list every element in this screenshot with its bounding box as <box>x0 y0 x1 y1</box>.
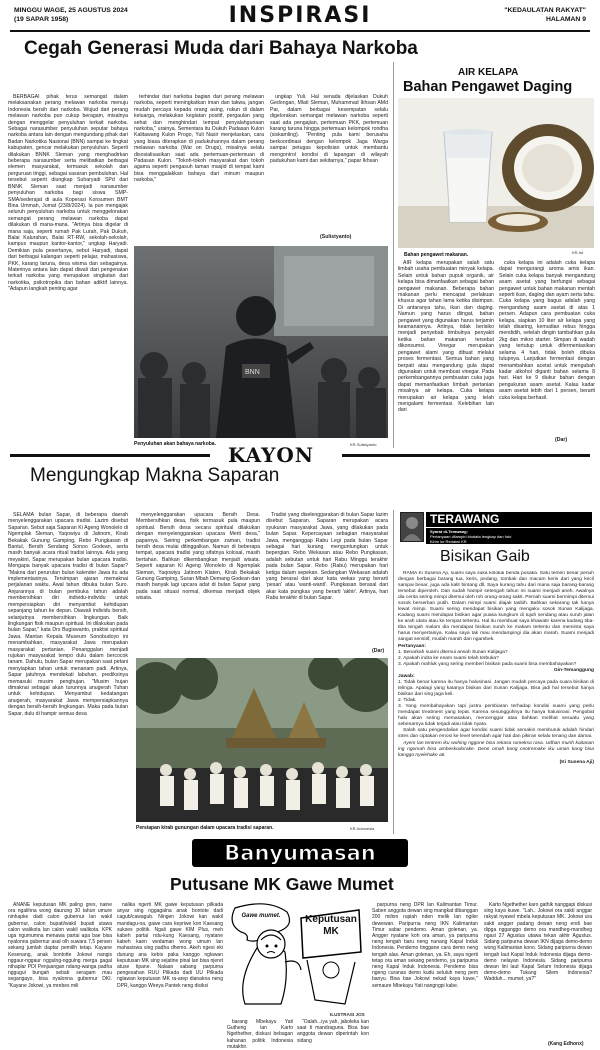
speech-bubble: Gawe mumet. <box>241 913 281 919</box>
question-1: 1. Benarkah suami ditemui arwah Sunan Kalijaga? <box>398 650 508 655</box>
kelapa-photo-caption: Bahan pengawet makanan. <box>404 252 469 258</box>
page-number: HALAMAN 9 <box>545 16 586 23</box>
narkoba-photo-caption: Penyuluhan akan bahaya narkoba. <box>134 441 216 447</box>
banyumasan-col-4: parpurna neng DPR lan Kalimantan Timur. Saben anggota dewan sing mangkat dibanggan 200 milion rupiah nden melik lan ngiler dewewan. Paripurna neng IKN Kalimantan Timur sabar pendemo. Aman golenan, ya. Angger nyatane koh ora aman, ya paripurna neng tengah baru neng nunang Kapal Induk Indonesia. Pendemo tinggane cara demo neng tengah alas. Aman golenan, ya. Eh, saya ngerti tetap ora aman sekang pendemo, ya paripurna neng Kapal Induk Indonesia. Pendemo bisa ngeng curanas demo kudu seluluh neng pem banyu. Bisa bae Jokowi nekad kaya kuwe," semaure Mbekayu Yati nangngpi kabe. <box>372 902 478 989</box>
kayon-col-2: menyelenggarakan upacara Bersih Desa. Membersihkan desa, fisik termasuk pula maupun spiritual. Bersih desa secara spiritual dilakukan dengan menyelenggarakan upacara Merti desa," paparnya. Seiring perkembangan zaman, tradisi bersih desa mulai ditinggalkan. Namun di beberapa tempat, upacara tradisi yang sifatnya kolosal, masih bertahan. Bahkan dikembangkan menjadi wisata. Seperti saparan Ki Ageng Wonolelo di Ngemplak Sleman, Yaqowiyu Jatinom Klaten, Kirab Bekakak Gunung Gamping, Suran Mbah Demang Godean dan masih banyak lagi upcara adat di bulan Sapar yang pada saat situasi normal, dikemas menjadi objek wisata. <box>136 512 260 602</box>
banyumasan-col-3b: "Oalah...iya yah, jaboleka kan saat ti mandraguna. Bisa bae anggota dewan diperintah kon sidang <box>297 1019 369 1044</box>
banyumasan-col-1: ANANE keputusan MK paling gres, naine ora ngalihna wong daurung 30 tahun umure ninhapke dadi calon gubernur lan wakil gubernur, calon bupati/wakil bupati utawa calon walikota lan calon wakil walikota. KPK uga ngumumna menawa partai apa bae bisa nyalonna gubernur asal olh suwara 7,5 persen sekang jumlah daptar pemilih tetap. Kayane Kesenang, anak bontotte Jokowi nangis nggaur-nggaur nggulng-nggulng merga gagal nthaplar PDI Penjuangan ndang-wanga padha nggugui bungah sebab seragam mau segangayo, bisa nyalonna gubernur DKI. "Kayane Jokowi, ya mrebes mili <box>8 902 112 989</box>
kayon-photo-caption: Persiapan kirab gunungan dalam upacara tradisi saparan. <box>136 825 274 831</box>
asker-name: Gin-Temanggung <box>553 668 594 673</box>
issue-date-javanese: (19 SAPAR 1958) <box>14 16 69 23</box>
kayon-col-1: SELAMA bulan Sapar, di beberapa daerah menyelenggarakan upacara tradisi. Lazim disebut Saparan. Sebut saja Saparan Ki Ageng Wonolelo di Ngemplak Sleman, Yaqowiyu di Jatinom, Kirab Bekakak Gunung Gamping, Rebo Pungkasan di Bantul, Bersih Sendang Sonoo Godean, serta masih banyak acara ritual tradisi lainnya. Ada yang meyakini, Sapar merupakan bulan upacara tradisi. Mengapa banyak upacara tradisi di bulan Sapar? "Makna dari perurutan bulan kalender Jawa itu ada implementasinya. Tersimpan ajaran memaknai perjalanan waktu. Awal tahun dibuka bulan Suro. Anjurannya di bulan pembuka tahun adalah membersihkan diri individu-individu untuk mempersiapkan diri menyambut kehidupan sepanjang tahun ke depan. Diawali individu bersih, selanjutnya membersihkan lingkungan. Baik lingkungan fisik maupun spiritual. Ini dilakukan pada bulan Sapar," kata Drs Bugiswanto, praktisi spiritual Jawa. Mantan Kepala Museum Sonobudoyo ini menambahkan, masyarakat Jawa merupakan masyarakat pertanian. Penanggalan menjadi rujukan masyarakat tempo dulu dalam bercocok tanam. Dahulu, bulan Sapar merupakan saat petani menyiapkan tahan untuk menanam padi. Artinya, Sapar jatuhnya mendekati labuhan, prediksinya memasuki musim penghujan. "Musim hujan dimaknai sebagai akan turunnya anugerah Tuhan untuk kehidupan. Menyambut kedatangan anugerah, masyarakat Jawa mempersiapkannya dengan bersih-bersih lingkungan. Maka pada bulan Sapar, dulu di hampir semua desa <box>8 512 128 717</box>
banyumasan-author: (Kang Edhonx) <box>548 1041 584 1047</box>
narkoba-author: (Sulistyanto) <box>320 234 352 240</box>
terawang-headline: Bisikan Gaib <box>440 548 530 565</box>
answer-2: 2. Tidak. <box>398 698 417 703</box>
terawang-letter: RAMA Ki Susena Aji, suami saya suka kolokai benda pusaka. Satu temen besar penuh dengan berbagai barang tua, keris, pedang, tombak dan macam keris dari yang kecil sampai besar, juga ada kalit bintang dll. Saya kurang tahu dari mana saja barang-barang tersebut diperoleh. Dan sudah hampir setengah tahun ini suami menjadi aneh. Awalnya dia cerita sering mimpi ditemui oleh roh orang-orang sakti. Pernah suami bermimpi ditemui sosok berserban putih. Dalam mimpi suami diajak tasbih. Bahkan sekarang tak hanya lewat mimpi. Suami sering mendapat bisikan yang mengaku sosok Sunan Kalijaga. Kadang suami mendapat bisikan agar puasa kungkum di tujuh sendang atau suruh jalan ke arah utara atau ke tempat tertentu. Hal itu membuat saya khawatir karena kadang tiba-tiba tengah malam dia mendapat bisikan suruh ke makam tertentu dan meminta saya harus menyertainya. Kalau saya tak mau mendampingi dia akan marah. Suami menjadi sangat sensitif, mudah marah dan ngambek. <box>398 571 594 642</box>
banyumasan-col-5: Karto Ngethether karo gathik nanggapi diskusi sing kaya kuwe. "Lah.. Jokowi ora sakti anggar rakyat nyawel mbela keputusan MK. Jokowi ura sakti angger padang dewan neng endi bae dipga ngganggo demo ora mandheg-mandheg ngasi 27 Agustus utawa tekan akhir Agustus. Sidang paripurna dewan IKN dijaga demo-demo wong Kalimantan kono. Sidang paripurna dewan tengah laut Kapal Induk Indonesia dijaga demo-demo nelayan Indonesia. Sidang paripurna dewan lini laut Kapal Selam Indonesia dijaga demo-demo Tukang Silem Indonesia? Wadduh... mumet, ya?" <box>484 902 592 983</box>
header-rule <box>10 30 590 32</box>
kelapa-col-1: AIR kelapa merupakan salah satu limbah usaha pembuatan minyak kelapa. Selain untuk bahan pupuk organik, air kelapa bisa dimanfaatkan sebagai bahan pengawet makanan. Beberapa bahan makanan perlu mencapat perlakuan khusus agar tahan lama ketika disimpan. Di antaranya tahu, ikan dan daging. Namun yang harus diingat, bahan pengawet yang digunakan harus terjamin keamanannya. Artinya, tidak berisiko menjadi penyebab timbulnya penyakit ketika bahan makanan tersebut dikonsumsi. Vinegar merupakan pengawet alami yang dibuat melalui proses fermentasi. Semua bahan yang berpati atau mengandung gula dapat digunakan untuk membuat vinegar. Pada perkembangannya pembuatan cuka juga dapat memanfaatkan limbah pertanian misalnya air kelapa. Cuka kelapa merupakan air kelapa yang telah mengalami fermentasi. Kelebihan lain dari <box>398 260 494 414</box>
kayon-col-3: Tradisi yang diselenggarakan di bulan Sapar lazim disebut Saparan. Saparan merupakan acara syukuran masyarakat Jawa, yang dilakukan pada bulan Sapar. Kepercayaan sebagian masyarakat Jawa, menganggap Rabu Legi pada bulan Sapar sebagai hari kurang menguntungkan untuk bepergian. Rebo Wekasan atau Rebo Pungkasan, adalah sebutan untuk hari Rabu Minggu terakhir pada bulan Sapar. Rebo (Rabu) merupakan hari ketiga dalam sepekan. Sedangkan Wekasan adalah yang berasal dari akar kata wekas yang berarti 'pesan' atau 'wanti-wanti'. Pungkasan berasal dari akar kata pungkas yang berarti 'akhir'. Artinya, hari Rabu terakhir di bulan Sapar. <box>266 512 388 602</box>
kayon-headline: Mengungkap Makna Saparan <box>30 465 280 486</box>
terawang-body <box>398 571 594 833</box>
column-divider-lower <box>393 510 394 834</box>
narkoba-col-2: terhindar dari narkoba bagian dari perang melawan narkoba, seperti meningkatkan iman dan takwa, jangan mudah percaya kepada orang asing, rukun di dalam keluarga, melakukan kegiatan positif, pergaulan yang sehat dan menghindari tempat penyalahgunaan narkoba," urainya. Sementara itu Dukuh Padasan Kulon Kalitawang Kulon Progo, Yuli Nasir menjelaskan, cara yang biasa diterapkan di padukuhannya dalam perang melawan narkoba (War on Drugs), misalnya selalu disosialisasikan saat ada pertemuan-pertemuan di Padasan Kulon. "Tokoh-tokoh masyarakat dan tokoh agama seperti pengasuh taman masjid di tempat kami bisa menggalakkan bahaya dari minum maupun narkoba," <box>134 94 264 184</box>
narkoba-headline: Cegah Generasi Muda dari Bahaya Narkoba <box>24 38 418 59</box>
saparan-photo <box>136 658 388 822</box>
kelapa-col-2: cuka kelapa ini adalah cuka kelapa dapat mengurangi aroma amis ikan. Selain cuka kelapa banyak mengandung asam asetat yang berfungsi sebagai pengawet untuk bahan makanan mentah seperti ikan, daging dan ayam serta tahu. Cuka kelapa yang bagus adalah yang mengandung asam asetat di atas 1 persen. Adapun cara pembuatan cuka kelapa, siapkan 10 liter air kelapa yang telah disaring, kemudian rebus hingga mendidih, setelah dingin tambahkan gula 2kg dan mikro starter. Simpan di wadah yang tertutup untuk difermentasikan selama 4 hari, tidak boleh dibuka tutupnya. Lanjutkan fermentasi dengan menambahkan acetat untuk mengubah kadar alkohol diganti bahan selama 8 hari. Hari ke 9 diukur bahan dengan pengukuran asam asetat. Kalau kadar asam asetat lebih dari 1 persen, berarti cuka kelapa berhasil. <box>499 260 595 401</box>
kelapa-author: (Dar) <box>555 437 568 443</box>
banyumasan-section: Banyumasan <box>224 841 376 865</box>
banyumasan-headline: Putusane MK Gawe Mumet <box>170 874 394 894</box>
javanese-verse: Ayem lan tentrem iku wohing nggone bisa rekasa rumeksa rasa. Udhan murih kaitanan ing ngomah bisa ambeskodorake. Dene omah kang ceotremake iku uman kang bisa kanggo nyelehake ati. <box>398 741 594 758</box>
terawang-signature: (Ki Susena Aji) <box>559 760 594 765</box>
column-divider <box>393 62 394 448</box>
kayon-section: KAYON <box>228 443 315 467</box>
terawang-note-3: Kirim ke Redaksi KR <box>430 539 467 544</box>
terawang-badge: TERAWANG <box>426 512 592 527</box>
terawang-photo <box>400 512 424 542</box>
kelapa-kicker: AIR KELAPA <box>458 67 519 78</box>
answer-heading: Jawab: <box>398 674 415 679</box>
issue-date: MINGGU WAGE, 25 AGUSTUS 2024 <box>14 7 128 14</box>
terawang-note <box>426 528 592 544</box>
svg-text:BNN: BNN <box>245 369 260 376</box>
banyumasan-col-3: barang Mbekayu Yati Gutheng lan Karto Ngethether, diskusi bebagan kahanan politik Indonesia mutakhir. <box>227 1019 293 1048</box>
section-title: INSPIRASI <box>228 3 372 28</box>
banyumasan-col-2: nalika ngerti MK gawe keputusan pilkada anyar sing nggagalna anak bontote dadi cagub/cawagub. Ningen Jokowi kan wakil mandagu-na, gawe cara kepriwe kon Kaesang sukses politik. Ngali gawe KIM Plus, meh kabeh partai ndu-kung Kaesang, nyatane kabeh kaen wedaman wong umum lan mahasiswa sing padha dhemo. Akeh ngesi eki dunung ana kebis paka kanggo nglawan keputusan MK sing sejatine pinal lan bisa njeret atuse tipane. Nalaan sabang parpurna pengesahan RUU Pilkada dadi UU Pilkada nglawan keputusan MK ra-arep dianakna neng DPR, kanggo Wireya Pantek neng disiksi <box>117 902 223 989</box>
answer-closing: Salah satu pengendalian agar kondisi suami tidak semakin memburuk adalah hindari stres dan ciptakan emosi ke level terendah agar hati dan pikiran selalu tenang dan damai. <box>398 728 594 739</box>
narkoba-col-1: BERBAGAI pihak terus semangat dalam melaksanakan perang melawan narkoba menuju Indonesia bersih dari narkoba. Wujud dari perang melawan narkoba pun cukup beragam, misalnya dengan menggelar penyuluhan terkait narkoba. Sebagai narasumber penyuluhan seputar bahaya narkoba antara lain dengan mengundang pihak dari Badan Narkotika Nasional (BNN) sampai ke tingkat kabupaten, gencar melakukan penyuluhan. Seperti dilakukan BNNK Sleman yang menghadirkan beberapa narasumber serta melibatkan berbagai elemen masyarakat, termasuk sekolah dan perguruan tinggi, sebagai sasaran pembuluhan. Hal tersebut seperti diungkap Suharyadi SPd dari BNNK Sleman saat menjadi narasumber penyuluhan narkoba bagi siswa SMP-SMA/sederajat di aula Koperasi Konsumen BMT Bina Ummah, Jumat (23/8/2024). Ia pun mengajak seluruh penyuluhan narkoba untuk menggelorakan semangat perang melawan narkoba dapat dilakukan di mana-mana. "Artinya bisa digelar di mana saja, seperti rumah Pak Lurah, Pak Dukuh, Balai Kalurahan, Balai RT-RW, sekolah-sekolah, kampus maupun kantor-kantor," ungkap Haryadi. Demikian pula pesertanya, sebut Haryadi, dapat dari berbagai kalangan seperti pelajar, mahasiswa, PKK, karang taruna, desa wisma dan sebagainya. Materinya antara lain dapat diwali dari pengenalan terkait narkoba yang merupakan singkatan dari narkotika, psikotropika dan bahan adiktif lainnya. "Adapun langkah penting agar <box>8 94 128 293</box>
terawang-note-1: Syarat di-Terawang: <box>430 529 468 534</box>
kayon-rule-left <box>10 454 210 457</box>
kayon-rule-right <box>342 454 590 457</box>
narkoba-col-3: ungkap Yuli. Hal senada dijelaskan Dukuh Gedongan, Mlati Sleman, Muhammad Ikhsan AMd Par, dalam berbagai kesempatan selalu digelorakan semangat melawan narkoba seperti saat ada pengajian, pertemuan PKK, pertemuan karang taruna hingga pertemuan kelompok rondha (siskamling). "Penting pula kami berusaha berkoordinasi dengan kelompok Jaga Warga sampai petugas kepolisian untuk membantu mengontrol kondisi di lapangan di wilayah padukuhan kami dan sekitarnya," papar Ikhsan <box>270 94 388 165</box>
question-heading: Pertanyaan: <box>398 644 426 649</box>
question-2: 2. Apakah indra ke enam suami telah terbuka? <box>398 656 499 661</box>
answer-1: 1. Tidak benar karena itu hanya halusinasi. Jangan mudah percaya pada suara bisikan di telinga. Apalagi yang katanya bisikan dari Sunan Kalijaga. Bisa jadi hal tersebut hanya bisikan dari sing jaga keli. <box>398 680 594 697</box>
penyuluhan-photo <box>134 246 388 438</box>
narkoba-photo-credit: KR-Sulistyanto <box>350 442 377 447</box>
paper-name: "KEDAULATAN RAKYAT" <box>504 7 586 14</box>
kayon-author: (Dar) <box>372 648 385 654</box>
answer-3: 3. Yang membahayakan tapi justru pembiaran terhadap kondisi suami yang perlu mendapat treatment yang tepat. Karena sesungguhnya itu hanya halusinasi. Pengobat halu akan sering memasakan, mencenggar atau bahkan melihat sesuatu yang sebenarnya tidak terjadi atau tidak nyata. <box>398 704 594 727</box>
kayon-photo-credit: KR-Indonesia <box>350 826 375 831</box>
cartoon-sign: Keputusan MK <box>305 914 357 937</box>
question-3: 3. Apakah mahluk yang sering memberi bisikan pada suami bisa membahayakan? <box>398 662 577 667</box>
kelapa-headline: Bahan Pengawet Daging <box>403 79 573 95</box>
kelapa-photo-credit: KR-Ist <box>572 250 584 255</box>
kelapa-photo <box>398 98 594 248</box>
terawang-note-2: Pertanyaan dilampiri biodata lengkap dan foto <box>430 534 512 539</box>
illustration-credit: ILUSTRASI JOS <box>330 1012 365 1017</box>
